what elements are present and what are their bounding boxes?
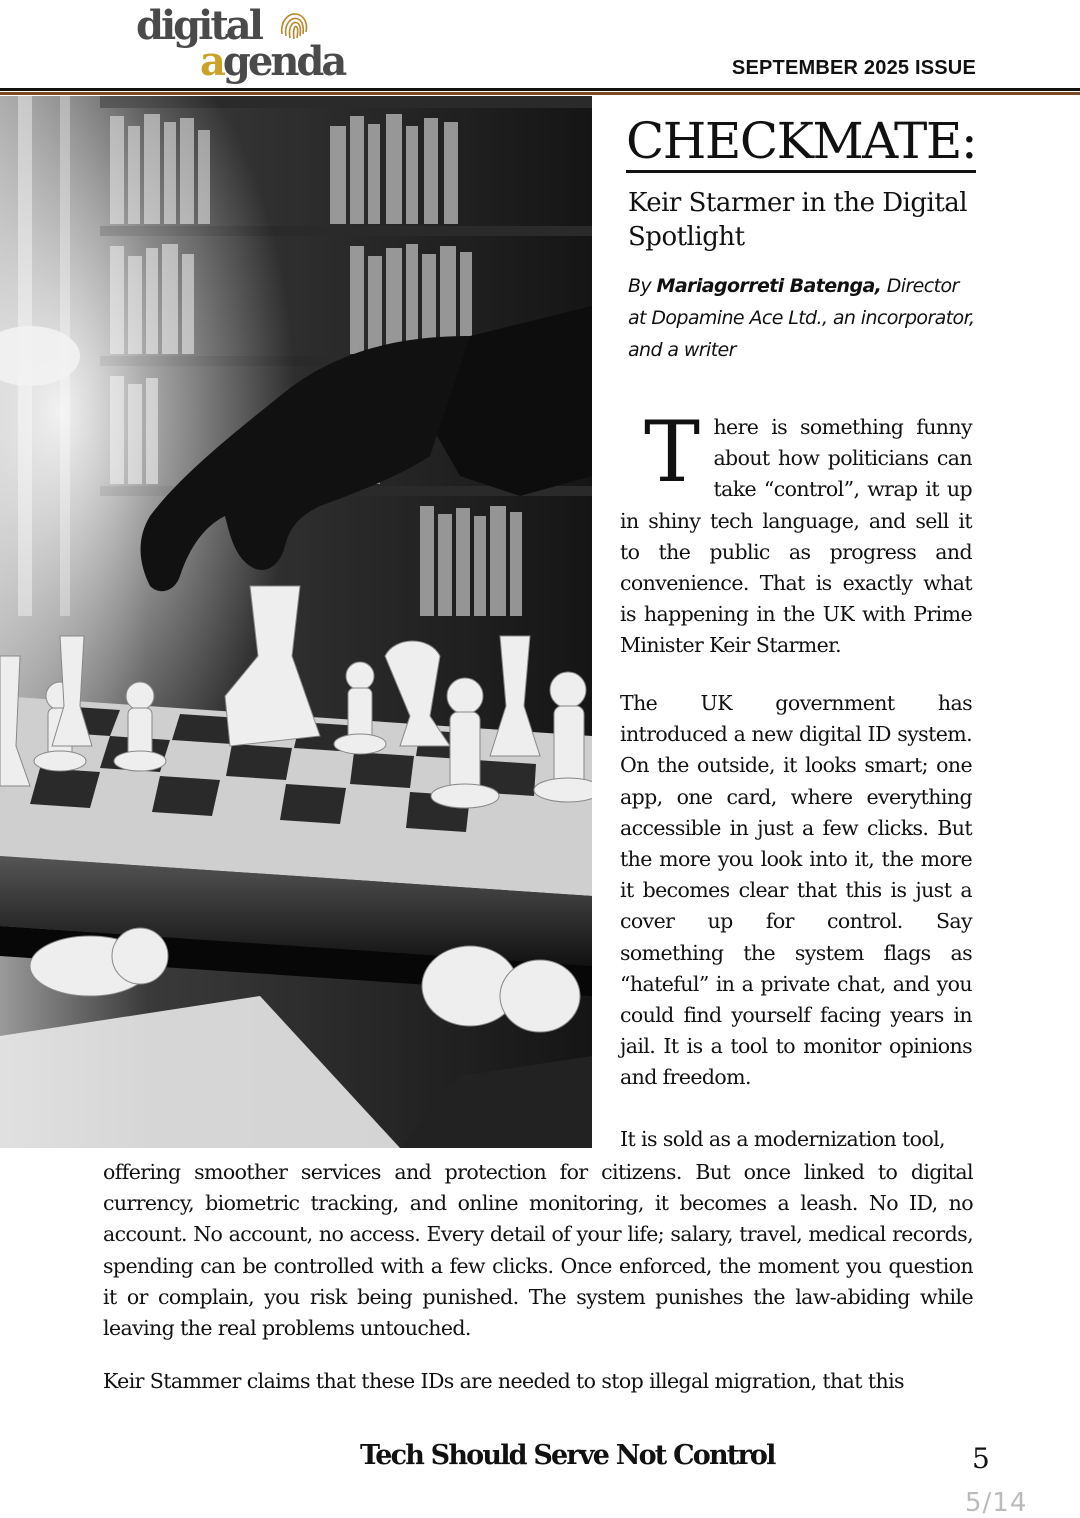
paragraph-1 [620, 403, 972, 662]
logo-line-2 [200, 38, 345, 85]
logo-line-1: digital [136, 2, 261, 49]
hero-image [0, 96, 592, 1148]
byline-prefix: By [628, 275, 657, 297]
page-number: 5 [972, 1442, 990, 1475]
title-underline [626, 170, 976, 173]
author-name: Mariagorreti Batenga, [656, 275, 882, 297]
paragraph-4: Keir Stammer claims that these IDs are needed to stop illegal migration, that this [103, 1369, 904, 1393]
author-role: Director at Dopamine Ace Ltd., an incorporator, and a writer [628, 275, 975, 361]
header-rule-brown [0, 92, 1080, 95]
footer-title: Tech Should Serve Not Control [360, 1440, 775, 1471]
page-counter: 5/14 [965, 1488, 1028, 1518]
header-rule-black [0, 88, 1080, 91]
paragraph-1-text: here is something funny about how politicians can take “control”, wrap it up in shiny tech language, and sell it to the public as progress and convenience. That is exactly what is happening in the UK with Prime Minister Keir Starmer. [620, 415, 972, 658]
chess-hand-image [0, 96, 592, 1148]
digital-agenda-logo [136, 2, 360, 90]
paragraph-2: The UK government has introduced a new digital ID system. On the outside, it looks smart; one app, one card, where everything accessible in just a few clicks. But the more you look into it, the more it becomes clear that this is just a cover up for control. Say something the system flags as “hateful” in a private chat, and you could find yourself facing years in jail. It is a tool to monitor opinions and freedom. [620, 691, 972, 1090]
logo-gold-letter: a [200, 38, 223, 85]
paragraph-3-rest: offering smoother services and protection for citizens. But once linked to digital currency, biometric tracking, and online monitoring, it becomes a leash. No ID, no account. No account, no access. Every detail of your life; salary, travel, medical records, spending can be controlled with a few clicks. Once enforced, the moment you question it or complain, you risk being punished. The system punishes the law-abiding while leaving the real problems untouched. [103, 1160, 973, 1341]
byline [628, 270, 980, 366]
issue-date: SEPTEMBER 2025 ISSUE [731, 57, 976, 79]
paragraph-3-start: It is sold as a modernization tool, [620, 1127, 945, 1151]
logo-line-2-rest: genda [222, 38, 345, 85]
page-header [0, 0, 1080, 92]
drop-cap: T [644, 403, 700, 501]
article-title: CHECKMATE: [626, 112, 977, 170]
article-subtitle: Keir Starmer in the Digital Spotlight [628, 188, 968, 252]
